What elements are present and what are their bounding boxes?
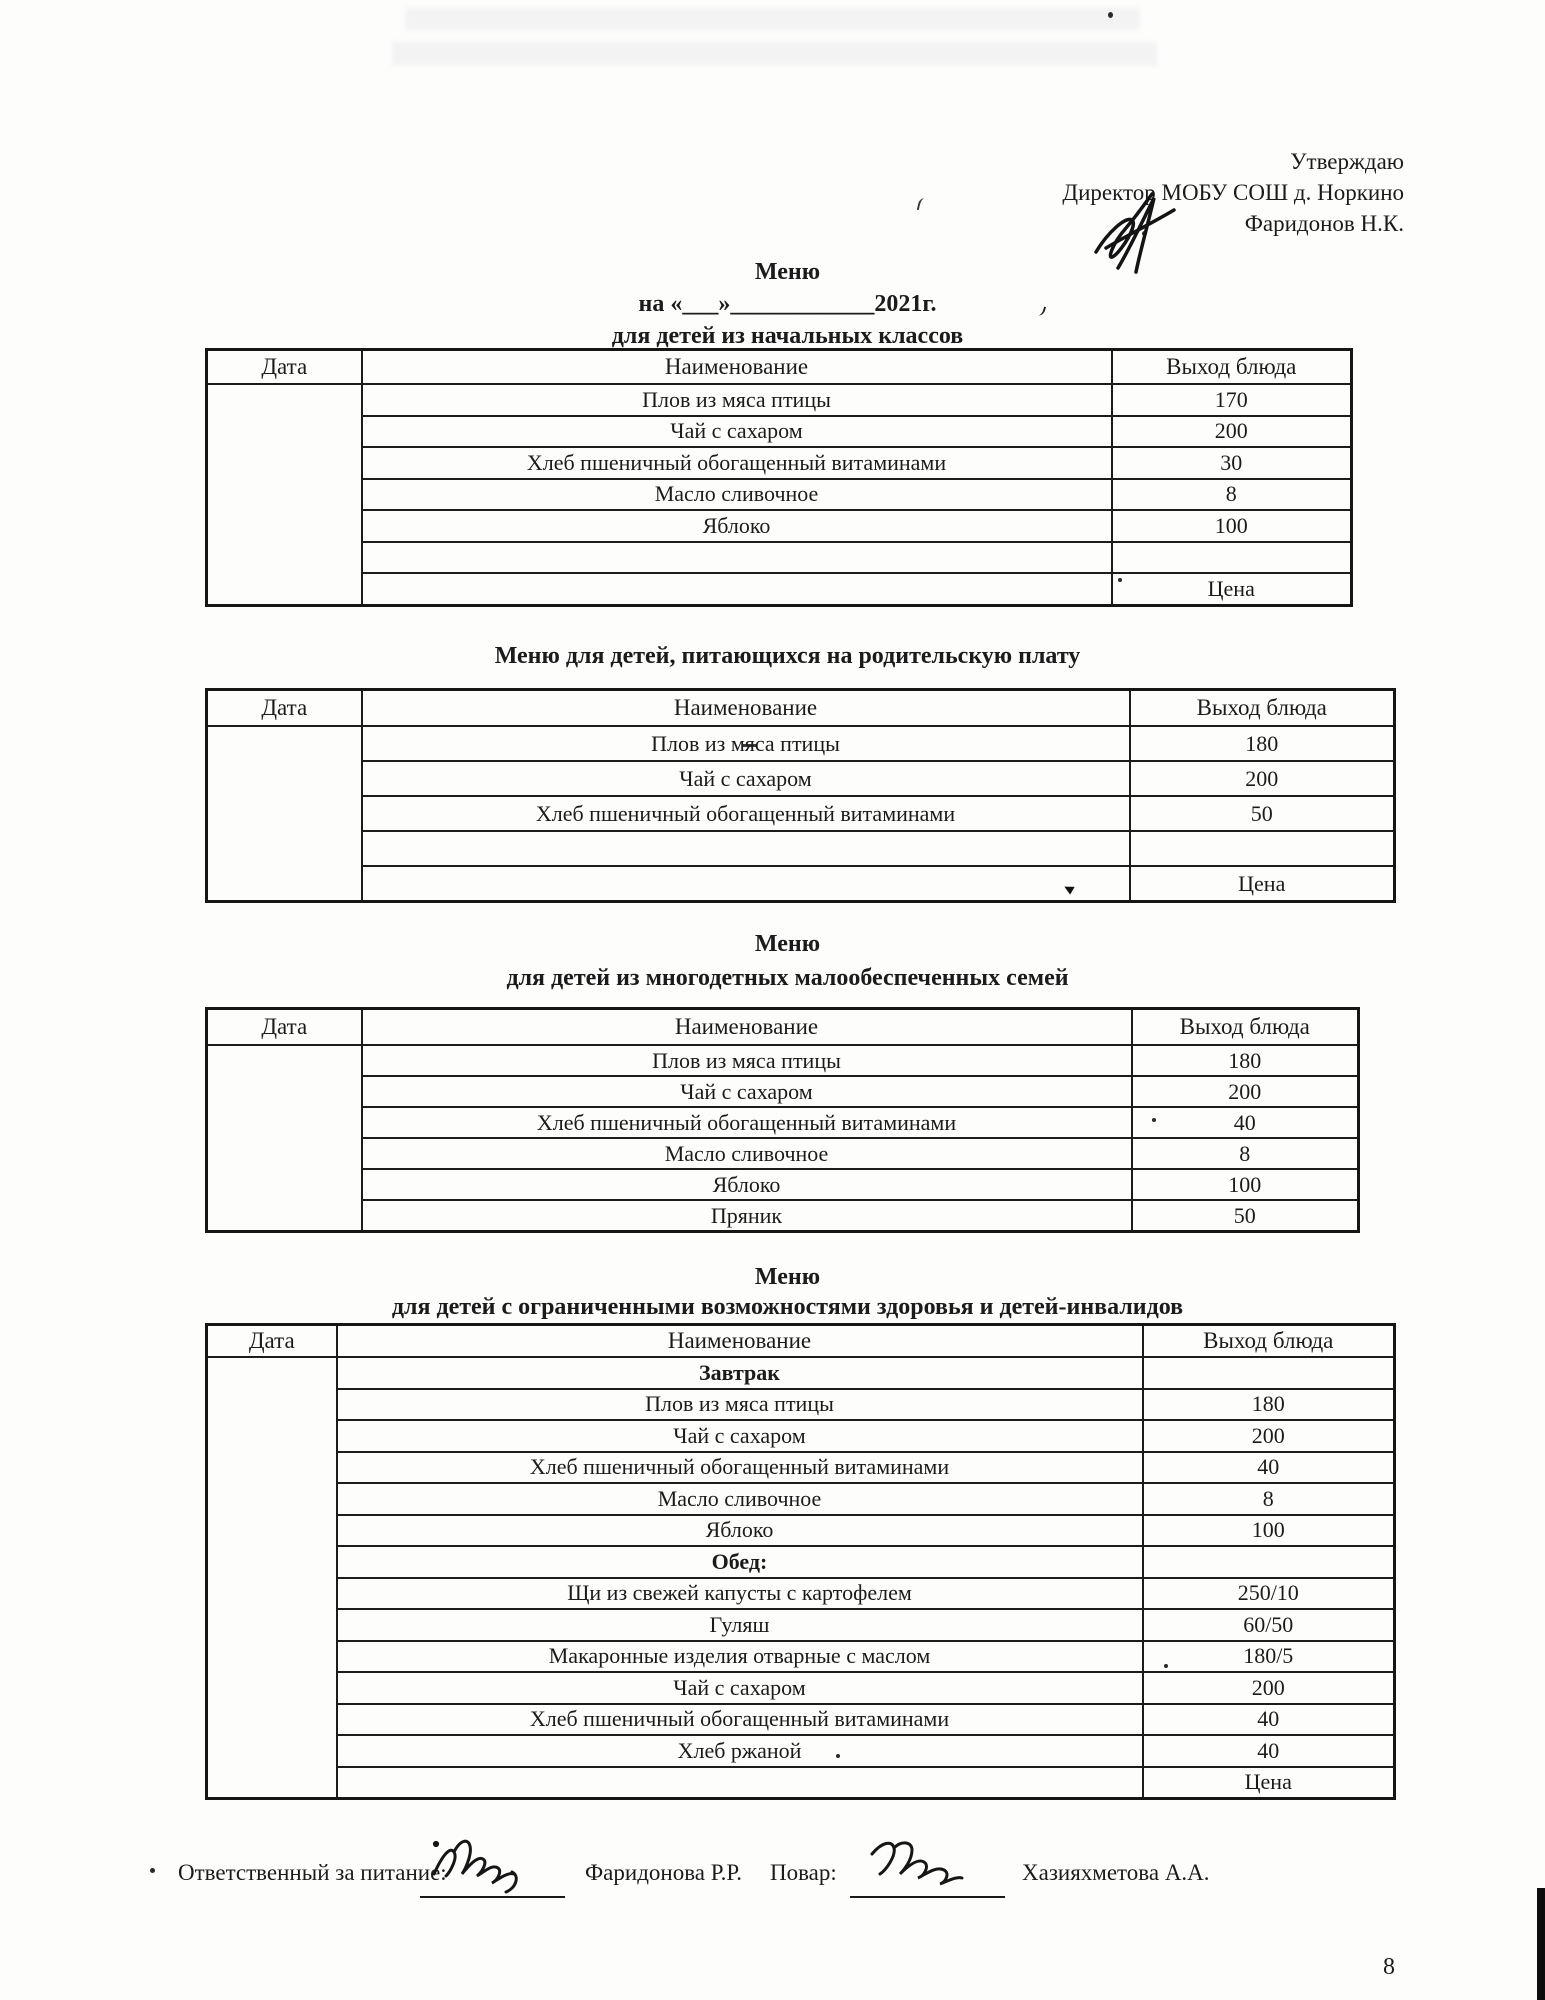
- dish-name-cell: [362, 831, 1130, 866]
- menu-title-parent-paid: [205, 641, 1370, 671]
- scan-artifact: [1108, 12, 1113, 18]
- approval-block: [1000, 146, 1404, 239]
- col-header-date: Дата: [207, 350, 362, 385]
- cook-signature: [862, 1832, 974, 1892]
- col-header-name: Наименование: [362, 350, 1112, 385]
- table-row: [207, 1578, 1395, 1610]
- table-row: [207, 1672, 1395, 1704]
- table-row: [207, 1357, 1395, 1389]
- signature-line: [850, 1896, 1005, 1898]
- dish-name-cell: Макаронные изделия отварные с маслом: [337, 1641, 1143, 1673]
- dish-output-cell: 100: [1112, 510, 1352, 542]
- table-row: [207, 510, 1352, 542]
- dish-output-cell: 40: [1143, 1452, 1395, 1484]
- dish-name-cell: Яблоко: [337, 1515, 1143, 1547]
- dish-name-cell: Хлеб ржаной: [337, 1735, 1143, 1767]
- table-row: [207, 479, 1352, 511]
- dish-name-cell: [362, 542, 1112, 574]
- table-row: [207, 447, 1352, 479]
- table-row: [207, 416, 1352, 448]
- dish-name-cell: Обед:: [337, 1546, 1143, 1578]
- col-header-output: Выход блюда: [1143, 1325, 1395, 1358]
- dish-name-cell: Хлеб пшеничный обогащенный витаминами: [362, 1107, 1132, 1138]
- col-header-date: Дата: [207, 1325, 337, 1358]
- dish-output-cell: 180: [1143, 1389, 1395, 1421]
- table-row: [207, 726, 1395, 761]
- scan-artifact: [392, 42, 1157, 66]
- dish-name-cell: Чай с сахаром: [362, 1076, 1132, 1107]
- dish-name-cell: Плов из мяса птицы: [362, 1045, 1132, 1076]
- table-row: [207, 1515, 1395, 1547]
- dish-name-cell: Чай с сахаром: [337, 1420, 1143, 1452]
- dish-name-cell: [337, 1767, 1143, 1799]
- table-row: [207, 1389, 1395, 1421]
- dish-name-cell: Чай с сахаром: [337, 1672, 1143, 1704]
- dish-name-cell: Яблоко: [362, 1169, 1132, 1200]
- dish-name-cell: Хлеб пшеничный обогащенный витаминами: [337, 1452, 1143, 1484]
- table-row: [207, 796, 1395, 831]
- table-row: [207, 1169, 1359, 1200]
- dish-output-cell: 8: [1143, 1483, 1395, 1515]
- dish-name-cell: [362, 573, 1112, 605]
- title-line: для детей из многодетных малообеспеченных семей: [506, 965, 1069, 991]
- table-row: [207, 761, 1395, 796]
- dish-name-cell: Чай с сахаром: [362, 416, 1112, 448]
- dish-output-cell: 180: [1130, 726, 1395, 761]
- table-row: [207, 542, 1352, 574]
- title-line: Меню для детей, питающихся на родительскую плату: [494, 643, 1081, 669]
- approval-line: Утверждаю: [1290, 149, 1404, 174]
- dish-name-cell: Чай с сахаром: [362, 761, 1130, 796]
- dish-output-cell: 180/5: [1143, 1641, 1395, 1673]
- dish-name-cell: Хлеб пшеничный обогащенный витаминами: [337, 1704, 1143, 1736]
- cook-label: Повар:: [770, 1860, 837, 1885]
- scan-artifact: [150, 1868, 155, 1873]
- dish-name-cell: Яблоко: [362, 510, 1112, 542]
- date-cell: [207, 1045, 362, 1232]
- dish-name-cell: Завтрак: [337, 1357, 1143, 1389]
- menu-table-primary-classes: [205, 348, 1353, 607]
- dish-output-cell: 60/50: [1143, 1609, 1395, 1641]
- dish-output-cell: Цена: [1130, 866, 1395, 902]
- dish-output-cell: 200: [1143, 1672, 1395, 1704]
- dish-output-cell: [1143, 1357, 1395, 1389]
- dish-name-cell: Хлеб пшеничный обогащенный витаминами: [362, 447, 1112, 479]
- table-row: [207, 1138, 1359, 1169]
- dish-name-cell: Плов из мяса птицы: [362, 726, 1130, 761]
- dish-output-cell: Цена: [1143, 1767, 1395, 1799]
- dish-output-cell: 40: [1143, 1704, 1395, 1736]
- table-row: [207, 1641, 1395, 1673]
- dish-output-cell: 200: [1132, 1076, 1359, 1107]
- cook-name: Хазияхметова А.А.: [1022, 1860, 1210, 1885]
- responsible-signature: [428, 1828, 540, 1896]
- table-row: [207, 1076, 1359, 1107]
- responsible-label: Ответственный за питание:: [178, 1860, 447, 1885]
- dish-name-cell: Щи из свежей капусты с картофелем: [337, 1578, 1143, 1610]
- dish-output-cell: 8: [1112, 479, 1352, 511]
- table-row: [207, 1107, 1359, 1138]
- approval-line: Директор МОБУ СОШ д. Норкино: [1062, 180, 1404, 205]
- table-row: [207, 831, 1395, 866]
- dish-name-cell: Плов из мяса птицы: [337, 1389, 1143, 1421]
- dish-output-cell: 200: [1112, 416, 1352, 448]
- signature-line: [420, 1896, 565, 1898]
- dish-name-cell: Плов из мяса птицы: [362, 384, 1112, 416]
- dish-output-cell: 100: [1132, 1169, 1359, 1200]
- title-line: для детей из начальных классов: [611, 323, 964, 349]
- dish-name-cell: [362, 866, 1130, 902]
- table-row: [207, 1735, 1395, 1767]
- menu-title-disabled-children: [205, 1262, 1370, 1322]
- dish-output-cell: [1112, 542, 1352, 574]
- col-header-date: Дата: [207, 690, 362, 727]
- table-row: [207, 1420, 1395, 1452]
- dish-name-cell: Пряник: [362, 1200, 1132, 1232]
- table-row: [207, 1483, 1395, 1515]
- menu-table-parent-paid: [205, 688, 1396, 903]
- menu-table-disabled-children: [205, 1323, 1396, 1800]
- date-cell: [207, 726, 362, 902]
- scan-edge-artifact: [1537, 1888, 1545, 2000]
- col-header-name: Наименование: [362, 1009, 1132, 1046]
- date-cell: [207, 1357, 337, 1799]
- dish-name-cell: Масло сливочное: [362, 479, 1112, 511]
- table-row: [207, 1200, 1359, 1232]
- title-line: для детей с ограниченными возможностями здоровья и детей-инвалидов: [391, 1294, 1184, 1320]
- table-row: [207, 1704, 1395, 1736]
- table-row: [207, 384, 1352, 416]
- dish-output-cell: 100: [1143, 1515, 1395, 1547]
- menu-title-large-families: [205, 927, 1370, 995]
- table-row: [207, 1546, 1395, 1578]
- dish-output-cell: 30: [1112, 447, 1352, 479]
- table-row: [207, 1609, 1395, 1641]
- menu-table-large-families: [205, 1007, 1360, 1233]
- dish-output-cell: 50: [1130, 796, 1395, 831]
- page-number: 8: [1383, 1954, 1395, 1980]
- approval-line: Фаридонов Н.К.: [1244, 211, 1404, 236]
- table-row: [207, 1045, 1359, 1076]
- dish-output-cell: 170: [1112, 384, 1352, 416]
- col-header-output: Выход блюда: [1130, 690, 1395, 727]
- table-row: [207, 1452, 1395, 1484]
- table-row: [207, 573, 1352, 605]
- dish-name-cell: Масло сливочное: [362, 1138, 1132, 1169]
- title-line: Меню: [754, 1264, 821, 1290]
- dish-name-cell: Масло сливочное: [337, 1483, 1143, 1515]
- scan-artifact: [405, 8, 1140, 30]
- col-header-name: Наименование: [362, 690, 1130, 727]
- title-line: Меню: [754, 259, 821, 285]
- dish-output-cell: 180: [1132, 1045, 1359, 1076]
- dish-output-cell: 8: [1132, 1138, 1359, 1169]
- date-cell: [207, 384, 362, 605]
- title-line: Меню: [754, 931, 821, 957]
- menu-title-primary-classes: [205, 256, 1370, 352]
- dish-output-cell: 50: [1132, 1200, 1359, 1232]
- col-header-name: Наименование: [337, 1325, 1143, 1358]
- table-row: [207, 866, 1395, 902]
- dish-output-cell: [1130, 831, 1395, 866]
- dish-name-cell: Гуляш: [337, 1609, 1143, 1641]
- table-row: [207, 1767, 1395, 1799]
- dish-output-cell: 200: [1130, 761, 1395, 796]
- dish-output-cell: [1143, 1546, 1395, 1578]
- scan-artifact: [917, 197, 929, 212]
- dish-name-cell: Хлеб пшеничный обогащенный витаминами: [362, 796, 1130, 831]
- col-header-date: Дата: [207, 1009, 362, 1046]
- dish-output-cell: 200: [1143, 1420, 1395, 1452]
- dish-output-cell: Цена: [1112, 573, 1352, 605]
- dish-output-cell: 40: [1143, 1735, 1395, 1767]
- col-header-output: Выход блюда: [1112, 350, 1352, 385]
- title-line: на «___»____________2021г.: [638, 291, 937, 317]
- dish-output-cell: 40: [1132, 1107, 1359, 1138]
- col-header-output: Выход блюда: [1132, 1009, 1359, 1046]
- responsible-name: Фаридонова Р.Р.: [585, 1860, 743, 1885]
- dish-output-cell: 250/10: [1143, 1578, 1395, 1610]
